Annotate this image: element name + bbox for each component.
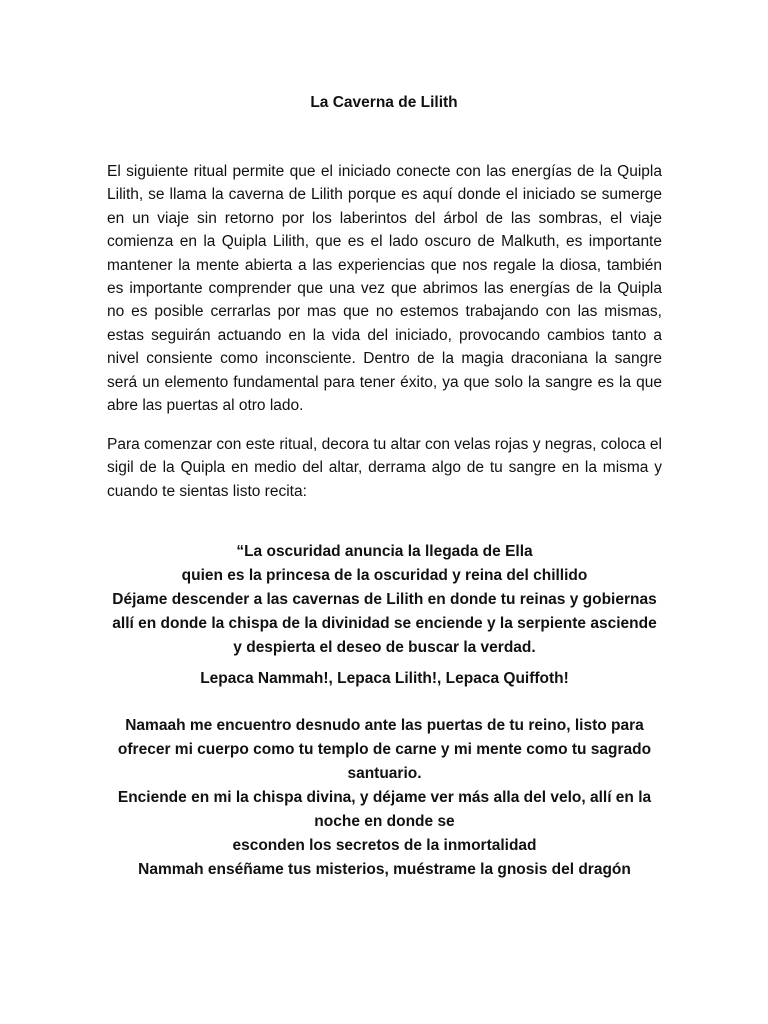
verse-line: Enciende en mi la chispa divina, y déjame ver más alla del velo, allí en la xyxy=(117,789,652,806)
instructions-paragraph: Para comenzar con este ritual, decora tu altar con velas rojas y negras, coloca el sigil de la Quipla en medio del altar, derrama algo de tu sangre en la misma y cuando te sientas listo recita: xyxy=(107,436,662,500)
verse-line: Namaah me encuentro desnudo ante las puertas de tu reino, listo para xyxy=(125,717,644,734)
page-title: La Caverna de Lilith xyxy=(310,94,458,111)
verse-line: y despierta el deseo de buscar la verdad. xyxy=(233,639,536,656)
verse-line: Déjame descender a las cavernas de Lilith en donde tu reinas y gobiernas xyxy=(112,591,657,608)
verse-line: santuario. xyxy=(347,765,422,782)
intro-paragraph: El siguiente ritual permite que el iniciado conecte con las energías de la Quipla Lilith, se llama la caverna de Lilith porque es aquí donde el iniciado se sumerge en un viaje sin retorno por los laberintos del árbol de las sombras, el viaje comienza en la Quipla Lilith, que es el lado oscuro de Malkuth, es importante mantener la mente abierta a las experiencias que nos regale la diosa, también es importante comprender que una vez que abrimos las energías de la Quipla no es posible cerrarlas por mas que no estemos trabajando con las mismas, estas seguirán actuando en la vida del iniciado, provocando cambios tanto a nivel consiente como inconsciente. Dentro de la magia draconiana la sangre será un elemento fundamental para tener éxito, ya que solo la sangre es la que abre las puertas al otro lado. xyxy=(107,163,662,415)
verse-line: esconden los secretos de la inmortalidad xyxy=(232,837,537,854)
verse-line: allí en donde la chispa de la divinidad se enciende y la serpiente asciende xyxy=(112,615,657,632)
chant-line: Lepaca Nammah!, Lepaca Lilith!, Lepaca Quiffoth! xyxy=(200,670,569,687)
verse-line: “La oscuridad anuncia la llegada de Ella xyxy=(236,543,533,560)
verse-line: noche en donde se xyxy=(314,813,455,830)
prayer-verse xyxy=(107,714,662,882)
verse-line: Nammah enséñame tus misterios, muéstrame la gnosis del dragón xyxy=(138,861,631,878)
invocation-verse xyxy=(107,540,662,660)
verse-line: ofrecer mi cuerpo como tu templo de carne y mi mente como tu sagrado xyxy=(117,741,652,758)
verse-line: quien es la princesa de la oscuridad y reina del chillido xyxy=(181,567,588,584)
